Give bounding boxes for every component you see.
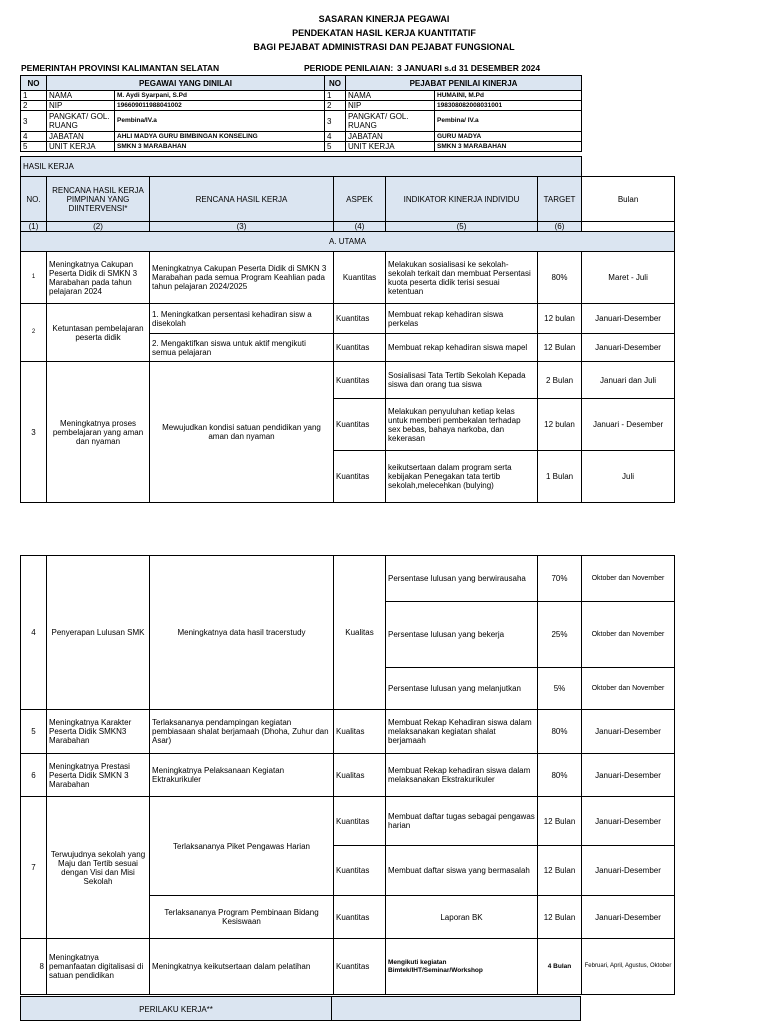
leader-plan: Meningkatnya pemanfaatan digitalisasi di satuan pendidikan (47, 939, 150, 995)
employee-position: AHLI MADYA GURU BIMBINGAN KONSELING (115, 132, 325, 142)
target: 12 bulan (538, 304, 582, 334)
row-number: 1 (21, 91, 47, 101)
indicator: Persentase lulusan yang berwirausaha (386, 556, 538, 602)
row-number: 5 (325, 142, 346, 152)
work-plan: Meningkatnya Cakupan Peserta Didik di SMKN 3 Marabahan pada semua Program Keahlian pada tahun pelajaran 2024/2025 (150, 252, 334, 304)
month: Maret - Juli (582, 252, 675, 304)
indicator: Membuat daftar tugas sebagai pengawas harian (386, 797, 538, 846)
aspect: Kuantitas (334, 896, 386, 939)
row-number: 6 (21, 754, 47, 797)
identity-no-header-right: NO (325, 76, 346, 91)
row-number: 1 (325, 91, 346, 101)
field-label: NIP (47, 101, 115, 111)
field-label: PANGKAT/ GOL. RUANG (47, 111, 115, 132)
period-label: PERIODE PENILAIAN: (304, 63, 394, 73)
title-line-1: SASARAN KINERJA PEGAWAI (318, 14, 450, 24)
work-results-table-continued (20, 555, 675, 995)
aspect: Kuantitas (334, 362, 386, 399)
title-line-2: PENDEKATAN HASIL KERJA KUANTITATIF (292, 28, 476, 38)
employee-unit: SMKN 3 MARABAHAN (115, 142, 325, 152)
column-number: (6) (538, 222, 582, 232)
month: Januari-Desember (582, 846, 675, 896)
evaluator-heading: PEJABAT PENILAI KINERJA (346, 76, 582, 91)
employee-name: M. Aydi Syarpani, S.Pd (115, 91, 325, 101)
target: 12 bulan (538, 399, 582, 451)
month: Februari, April, Agustus, Oktober (582, 939, 675, 995)
column-header-row (21, 177, 675, 222)
field-label: UNIT KERJA (346, 142, 435, 152)
target: 70% (538, 556, 582, 602)
row-number: 3 (325, 111, 346, 132)
aspect: Kuantitas (334, 846, 386, 896)
month: Januari-Desember (582, 710, 675, 754)
evaluated-employee-heading: PEGAWAI YANG DINILAI (47, 76, 325, 91)
row-number: 3 (21, 362, 47, 503)
column-aspect: ASPEK (334, 177, 386, 222)
evaluator-rank: Pembina/ IV.a (435, 111, 582, 132)
row-number: 1 (21, 252, 47, 304)
employee-nip: 196609011988041002 (115, 101, 325, 111)
column-number: (5) (386, 222, 538, 232)
section-main-heading: A. UTAMA (21, 232, 675, 252)
work-behavior-heading-fill (332, 996, 581, 1021)
aspect: Kuantitas (334, 334, 386, 362)
work-plan: Terlaksananya Program Pembinaan Bidang Kesiswaan (150, 896, 334, 939)
row-number: 2 (21, 101, 47, 111)
leader-plan: Meningkatnya Prestasi Peserta Didik SMKN 3 Marabahan (47, 754, 150, 797)
aspect: Kuantitas (334, 451, 386, 503)
column-leader-plan: RENCANA HASIL KERJA PIMPINAN YANG DIINTERVENSI* (47, 177, 150, 222)
leader-plan: Terwujudnya sekolah yang Maju dan Tertib sesuai dengan Visi dan Misi Sekolah (47, 797, 150, 939)
aspect: Kuantitas (334, 797, 386, 846)
row-number: 2 (325, 101, 346, 111)
column-number: (3) (150, 222, 334, 232)
period-value: 3 JANUARI s.d 31 DESEMBER 2024 (397, 63, 541, 73)
column-number-row (21, 222, 675, 232)
identity-no-header-left: NO (21, 76, 47, 91)
aspect: Kualitas (334, 556, 386, 710)
aspect: Kuantitas (334, 939, 386, 995)
column-work-plan: RENCANA HASIL KERJA (150, 177, 334, 222)
month: Januari - Desember (582, 399, 675, 451)
leader-plan: Meningkatnya Cakupan Peserta Didik di SMKN 3 Marabahan pada tahun pelajaran 2024 (47, 252, 150, 304)
field-label: UNIT KERJA (47, 142, 115, 152)
aspect: Kualitas (334, 754, 386, 797)
column-number: (2) (47, 222, 150, 232)
month: Juli (582, 451, 675, 503)
row-number: 5 (21, 142, 47, 152)
document-titles (0, 12, 768, 54)
field-label: JABATAN (47, 132, 115, 142)
target: 1 Bulan (538, 451, 582, 503)
indicator: keikutsertaan dalam program serta kebijakan Penegakan tata tertib sekolah,melecehkan (bulying) (386, 451, 538, 503)
row-number: 2 (21, 304, 47, 362)
aspect: Kuantitas (334, 252, 386, 304)
work-plan: Meningkatnya data hasil tracerstudy (150, 556, 334, 710)
table-row (21, 939, 675, 995)
target: 80% (538, 754, 582, 797)
table-row (21, 362, 675, 399)
month: Oktober dan November (582, 556, 675, 602)
evaluator-nip: 198308082008031001 (435, 101, 582, 111)
table-row (21, 556, 675, 602)
leader-plan: Meningkatnya proses pembelajaran yang aman dan nyaman (47, 362, 150, 503)
evaluator-unit: SMKN 3 MARABAHAN (435, 142, 582, 152)
target: 5% (538, 668, 582, 710)
month: Oktober dan November (582, 668, 675, 710)
work-plan: Mewujudkan kondisi satuan pendidikan yang aman dan nyaman (150, 362, 334, 503)
target: 4 Bulan (538, 939, 582, 995)
table-row (21, 710, 675, 754)
work-plan: Meningkatnya keikutsertaan dalam pelatihan (150, 939, 334, 995)
indicator: Membuat Rekap kehadiran siswa dalam melaksanakan Ekstrakurikuler (386, 754, 538, 797)
target: 12 Bulan (538, 896, 582, 939)
work-results-table (20, 156, 675, 503)
work-plan: Terlaksananya Piket Pengawas Harian (150, 797, 334, 896)
indicator: Melakukan penyuluhan ketiap kelas untuk memberi pembekalan terhadap sex bebas, bahaya narkoba, dan kekerasan (386, 399, 538, 451)
work-behavior-heading: PERILAKU KERJA** (20, 996, 332, 1021)
month: Januari dan Juli (582, 362, 675, 399)
column-indicator: INDIKATOR KINERJA INDIVIDU (386, 177, 538, 222)
indicator: Membuat rekap kehadiran siswa perkelas (386, 304, 538, 334)
target: 2 Bulan (538, 362, 582, 399)
identity-row (21, 142, 582, 152)
leader-plan: Penyerapan Lulusan SMK (47, 556, 150, 710)
identity-row (21, 111, 582, 132)
indicator: Membuat rekap kehadiran siswa mapel (386, 334, 538, 362)
column-number: (1) (21, 222, 47, 232)
indicator: Membuat Rekap Kehadiran siswa dalam melaksanakan kegiatan shalat berjamaah (386, 710, 538, 754)
month: Januari-Desember (582, 754, 675, 797)
table-row (21, 754, 675, 797)
month: Januari-Desember (582, 304, 675, 334)
target: 12 Bulan (538, 334, 582, 362)
work-plan: 2. Mengaktifkan siswa untuk aktif mengikuti semua pelajaran (150, 334, 334, 362)
indicator: Persentase lulusan yang bekerja (386, 602, 538, 668)
field-label: NIP (346, 101, 435, 111)
row-number: 4 (325, 132, 346, 142)
indicator: Membuat daftar siswa yang bermasalah (386, 846, 538, 896)
work-results-label: HASIL KERJA (21, 157, 582, 177)
indicator: Sosialisasi Tata Tertib Sekolah Kepada siswa dan orang tua siswa (386, 362, 538, 399)
target: 12 Bulan (538, 846, 582, 896)
field-label: PANGKAT/ GOL. RUANG (346, 111, 435, 132)
column-month: Bulan (582, 177, 675, 222)
column-no: NO. (21, 177, 47, 222)
aspect: Kuantitas (334, 304, 386, 334)
column-number: (4) (334, 222, 386, 232)
field-label: NAMA (47, 91, 115, 101)
title-line-3: BAGI PEJABAT ADMINISTRASI DAN PEJABAT FUNGSIONAL (253, 42, 515, 52)
indicator: Mengikuti kegiatan Bimtek/IHT/Seminar/Workshop (386, 939, 538, 995)
indicator: Melakukan sosialisasi ke sekolah-sekolah terkait dan membuat Persentasi kuota peserta didik terisi sesuai ketentuan (386, 252, 538, 304)
row-number: 3 (21, 111, 47, 132)
aspect: Kuantitas (334, 399, 386, 451)
identity-row (21, 91, 582, 101)
target: 80% (538, 710, 582, 754)
row-number: 7 (21, 797, 47, 939)
identity-table (20, 75, 582, 152)
table-row (21, 252, 675, 304)
row-number: 4 (21, 132, 47, 142)
table-row (21, 304, 675, 334)
month: Oktober dan November (582, 602, 675, 668)
field-label: NAMA (346, 91, 435, 101)
evaluator-name: HUMAINI, M.Pd (435, 91, 582, 101)
indicator: Persentase lulusan yang melanjutkan (386, 668, 538, 710)
target: 25% (538, 602, 582, 668)
work-plan: Terlaksananya pendampingan kegiatan pembiasaan shalat berjamaah (Dhoha, Zuhur dan Asar) (150, 710, 334, 754)
leader-plan: Meningkatnya Karakter Peserta Didik SMKN3 Marabahan (47, 710, 150, 754)
table-row (21, 797, 675, 846)
indicator: Laporan BK (386, 896, 538, 939)
organization-name: PEMERINTAH PROVINSI KALIMANTAN SELATAN (21, 63, 220, 73)
month: Januari-Desember (582, 896, 675, 939)
aspect: Kualitas (334, 710, 386, 754)
month: Januari-Desember (582, 334, 675, 362)
target: 80% (538, 252, 582, 304)
identity-row (21, 132, 582, 142)
evaluator-position: GURU MADYA (435, 132, 582, 142)
target: 12 Bulan (538, 797, 582, 846)
row-number: 5 (21, 710, 47, 754)
work-plan: 1. Meningkatkan persentasi kehadiran sisw a disekolah (150, 304, 334, 334)
row-number: 8 (21, 939, 47, 995)
leader-plan: Ketuntasan pembelajaran peserta didik (47, 304, 150, 362)
employee-rank: Pembina/IV.a (115, 111, 325, 132)
month: Januari-Desember (582, 797, 675, 846)
column-target: TARGET (538, 177, 582, 222)
row-number: 4 (21, 556, 47, 710)
field-label: JABATAN (346, 132, 435, 142)
identity-row (21, 101, 582, 111)
work-plan: Meningkatnya Pelaksanaan Kegiatan Ektrakurikuler (150, 754, 334, 797)
